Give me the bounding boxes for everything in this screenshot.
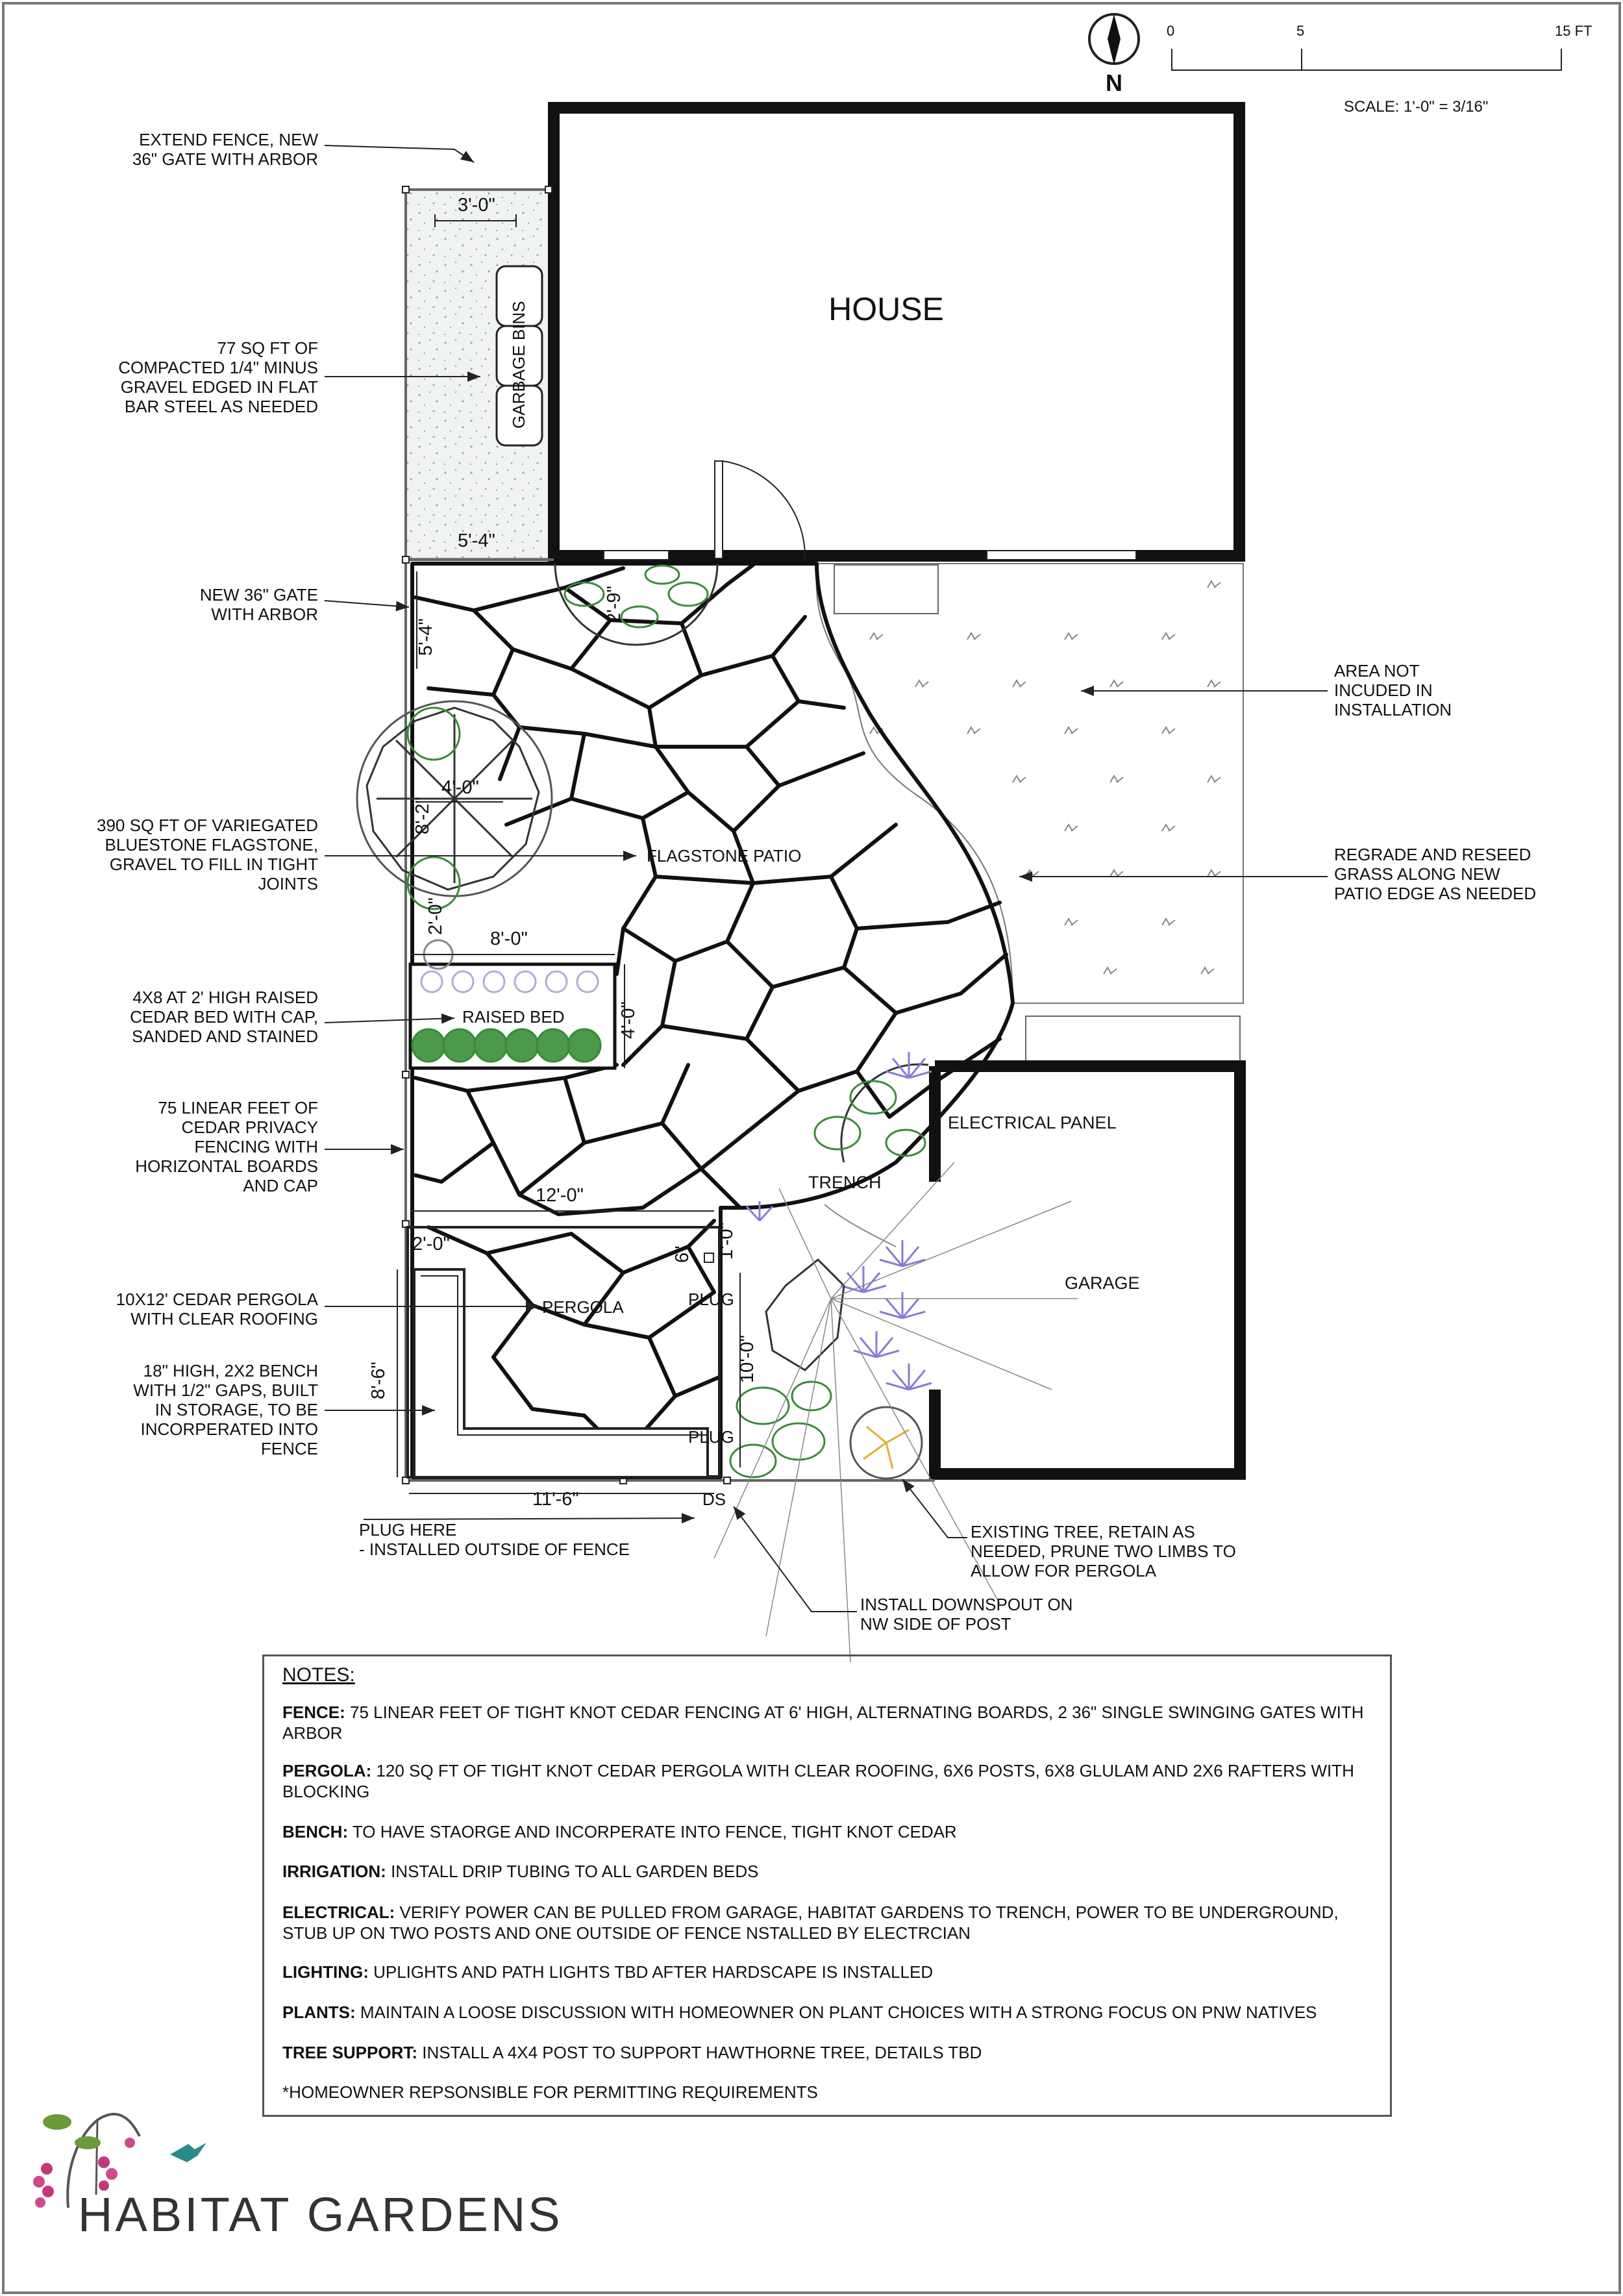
dim-pergola-10-0: 10'-0" <box>737 1335 758 1383</box>
callout-plug-here-2: - INSTALLED OUTSIDE OF FENCE <box>359 1540 630 1559</box>
flagstone-patio-label: FLAGSTONE PATIO <box>647 846 802 866</box>
pergola-label: PERGOLA <box>542 1297 624 1317</box>
callout-bench-4: INCORPERATED INTO <box>140 1419 318 1439</box>
callout-area-not-included-3: INSTALLATION <box>1334 700 1452 719</box>
callout-gate-arbor-2: 36" GATE WITH ARBOR <box>132 149 318 169</box>
notes-title: NOTES: <box>282 1664 355 1686</box>
plug-box-1 <box>704 1253 713 1262</box>
dim-tree-8-2: 8'-2" <box>412 797 433 834</box>
logo-text: HABITAT GARDENS <box>78 2188 563 2241</box>
plug-label-2: PLUG <box>688 1427 734 1447</box>
scale-tick-0: 0 <box>1167 23 1175 39</box>
note-lighting: LIGHTING: UPLIGHTS AND PATH LIGHTS TBD AFTER HARDSCAPE IS INSTALLED <box>282 1962 934 1982</box>
callout-flagstone-1: 390 SQ FT OF VARIEGATED <box>97 816 318 835</box>
callout-flagstone-3: GRAVEL TO FILL IN TIGHT <box>109 855 318 874</box>
existing-tree <box>766 1260 922 1479</box>
compass-needle <box>1108 14 1121 65</box>
dim-gravel-width: 5'-4" <box>458 530 495 551</box>
garage-label: GARAGE <box>1065 1273 1140 1293</box>
dim-tree-2-9: 2'-9" <box>604 586 625 623</box>
dim-fence-5-4: 5'-4" <box>415 618 436 656</box>
callout-existing-tree-1: EXISTING TREE, RETAIN AS <box>971 1522 1195 1541</box>
raised-bed <box>410 964 615 1068</box>
scale-text: SCALE: 1'-0" = 3/16" <box>1344 98 1489 116</box>
scale-line <box>1172 49 1561 70</box>
callout-bench-5: FENCE <box>260 1439 318 1458</box>
scale-bar <box>1167 23 1592 116</box>
note-electrical: ELECTRICAL: VERIFY POWER CAN BE PULLED FROM GARAGE, HABITAT GARDENS TO TRENCH, POWER TO BE UNDERGROUND, STUB UP ON TWO POSTS AND ONE OUTSIDE OF FENCE NSTALLED BY ELECTRCIAN <box>282 1903 1339 1943</box>
dim-post-1-0: 1'-0" <box>716 1222 737 1260</box>
note-bench: BENCH: TO HAVE STAORGE AND INCORPERATE INTO FENCE, TIGHT KNOT CEDAR <box>282 1822 957 1841</box>
callout-regrade-1: REGRADE AND RESEED <box>1334 845 1531 864</box>
callout-plug-here-1: PLUG HERE <box>359 1520 457 1540</box>
note-irrigation: IRRIGATION: INSTALL DRIP TUBING TO ALL GARDEN BEDS <box>282 1862 759 1881</box>
north-arrow <box>1089 14 1139 96</box>
callout-pergola-2: WITH CLEAR ROOFING <box>130 1309 318 1329</box>
callout-bench-1: 18" HIGH, 2X2 BENCH <box>143 1361 318 1380</box>
house-label: HOUSE <box>828 291 944 327</box>
window-2 <box>987 551 1136 560</box>
note-permitting: *HOMEOWNER REPSONSIBLE FOR PERMITTING REQUIREMENTS <box>282 2082 818 2102</box>
callout-gravel-2: COMPACTED 1/4" MINUS <box>118 358 318 377</box>
raised-bed-label: RAISED BED <box>462 1007 565 1027</box>
note-tree-support: TREE SUPPORT: INSTALL A 4X4 POST TO SUPPORT HAWTHORNE TREE, DETAILS TBD <box>282 2043 982 2062</box>
scale-tick-5: 5 <box>1296 23 1305 39</box>
electrical-panel-label: ELECTRICAL PANEL <box>948 1113 1117 1132</box>
callout-fencing-1: 75 LINEAR FEET OF <box>158 1098 318 1117</box>
ds-label: DS <box>702 1490 726 1509</box>
callout-fencing-3: FENCING WITH <box>194 1137 318 1156</box>
dim-side-2-0: 2'-0" <box>425 897 446 935</box>
callout-existing-tree-2: NEEDED, PRUNE TWO LIMBS TO <box>971 1541 1236 1561</box>
callout-fencing-5: AND CAP <box>243 1176 318 1195</box>
callout-regrade-2: GRASS ALONG NEW <box>1334 864 1500 884</box>
garbage-bins <box>497 266 542 445</box>
dim-patio-12-0: 12'-0" <box>536 1185 584 1206</box>
callout-gate-arbor-1: EXTEND FENCE, NEW <box>139 130 318 149</box>
entry-planting <box>555 564 717 645</box>
callout-new-gate-2: WITH ARBOR <box>211 605 318 624</box>
callout-bench-3: IN STORAGE, TO BE <box>155 1400 318 1419</box>
callout-area-not-included-2: INCUDED IN <box>1334 680 1433 700</box>
callout-fencing-2: CEDAR PRIVACY <box>181 1117 318 1137</box>
callout-bench-2: WITH 1/2" GAPS, BUILT <box>133 1380 318 1400</box>
callout-flagstone-2: BLUESTONE FLAGSTONE, <box>105 835 318 855</box>
plug-label-1: PLUG <box>688 1290 734 1309</box>
notes-panel <box>262 1654 1392 2117</box>
house-outline <box>554 108 1239 556</box>
callout-gravel-3: GRAVEL EDGED IN FLAT <box>120 377 318 397</box>
callout-downspout-1: INSTALL DOWNSPOUT ON <box>860 1595 1073 1614</box>
callout-downspout-2: NW SIDE OF POST <box>860 1614 1011 1634</box>
callout-pergola-1: 10X12' CEDAR PERGOLA <box>116 1290 318 1309</box>
grasses <box>747 1052 932 1390</box>
callout-gravel-4: BAR STEEL AS NEEDED <box>124 397 318 416</box>
callout-existing-tree-3: ALLOW FOR PERGOLA <box>971 1561 1157 1580</box>
lawn-area <box>817 564 1243 1003</box>
dim-post-6: 6" <box>672 1245 693 1263</box>
callout-regrade-3: PATIO EDGE AS NEEDED <box>1334 884 1537 903</box>
trench-line <box>824 1204 896 1247</box>
dim-pergola-8-6: 8'-6" <box>368 1362 389 1399</box>
hummingbird-icon <box>170 2143 206 2162</box>
dim-bed-4-0: 4'-0" <box>618 1001 639 1039</box>
callout-flagstone-4: JOINTS <box>258 874 318 893</box>
dim-pergola-11-6: 11'-6" <box>532 1489 579 1510</box>
dim-bed-8-0: 8'-0" <box>490 929 528 949</box>
pergola <box>408 1227 734 1509</box>
note-fence: FENCE: 75 LINEAR FEET OF TIGHT KNOT CEDAR FENCING AT 6' HIGH, ALTERNATING BOARDS, 2 36" SINGLE SWINGING GATES WITH ARBOR <box>282 1703 1364 1743</box>
note-pergola: PERGOLA: 120 SQ FT OF TIGHT KNOT CEDAR PERGOLA WITH CLEAR ROOFING, 6X6 POSTS, 6X8 GLULAM AND 2X6 RAFTERS WITH BLOCKING <box>282 1761 1354 1801</box>
callout-raised-bed-3: SANDED AND STAINED <box>131 1027 318 1046</box>
window-1 <box>604 551 669 560</box>
note-plants: PLANTS: MAINTAIN A LOOSE DISCUSSION WITH HOMEOWNER ON PLANT CHOICES WITH A STRONG FOCUS ON PNW NATIVES <box>282 2003 1317 2022</box>
north-label: N <box>1106 69 1122 96</box>
callout-area-not-included-1: AREA NOT <box>1334 661 1420 680</box>
dim-bench-2-0: 2'-0" <box>412 1234 450 1254</box>
callout-raised-bed-2: CEDAR BED WITH CAP, <box>130 1007 318 1027</box>
callout-raised-bed-1: 4X8 AT 2' HIGH RAISED <box>132 988 318 1007</box>
trench-label: TRENCH <box>808 1173 882 1192</box>
dim-tree-4-0: 4'-0" <box>441 777 479 798</box>
door-leaf <box>715 461 723 558</box>
callout-new-gate-1: NEW 36" GATE <box>199 585 318 605</box>
callout-fencing-4: HORIZONTAL BOARDS <box>135 1156 318 1176</box>
scale-tick-15: 15 FT <box>1555 23 1592 39</box>
garbage-bins-label: GARBAGE BINS <box>509 301 528 429</box>
dim-gate-width: 3'-0" <box>458 195 495 216</box>
lawn-box-2 <box>1026 1016 1240 1062</box>
callout-gravel-1: 77 SQ FT OF <box>217 338 318 358</box>
tree-canopy-lines <box>714 1162 1078 1662</box>
